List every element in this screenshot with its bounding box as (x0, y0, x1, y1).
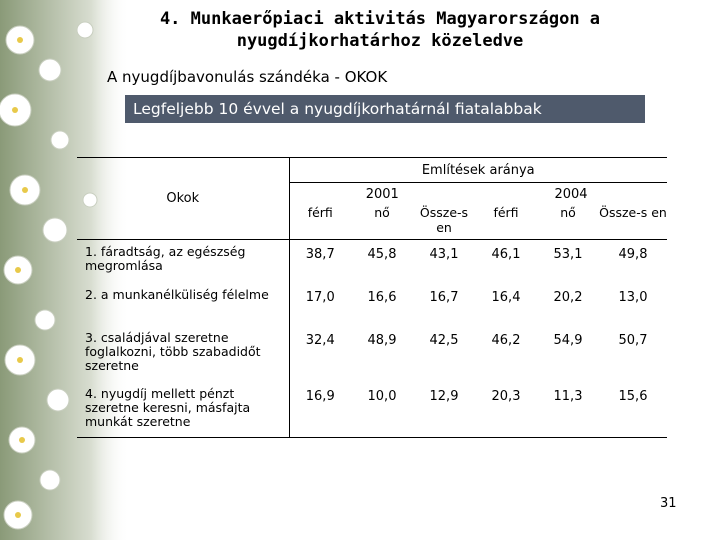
table-cell: 15,6 (599, 382, 667, 438)
year-header-2004: 2004 (554, 186, 588, 202)
year-header-2001: 2001 (365, 186, 399, 202)
table-cell: 12,9 (413, 382, 475, 438)
table-cell: 50,7 (618, 333, 648, 348)
slide-title-line-1: 4. Munkaerőpiaci aktivitás Magyarországon a (159, 9, 601, 29)
table-cell: 54,9 (553, 333, 583, 348)
table-row (77, 382, 667, 438)
row-text: fáradtság, az egészség megromlása (85, 244, 246, 273)
subheader-ferfi-2001: férfi (289, 205, 351, 240)
table-cell: 38,7 (305, 247, 335, 262)
table-cell: 46,2 (491, 333, 521, 348)
table-cell: 20,3 (475, 382, 537, 438)
row-label (77, 326, 289, 382)
table-cell: 42,5 (429, 333, 459, 348)
table-cell: 16,4 (491, 290, 521, 305)
table-row (77, 283, 667, 326)
table-cell: 16,7 (429, 290, 459, 305)
row-label (77, 382, 289, 438)
banner: Legfeljebb 10 évvel a nyugdíjkorhatárnál fiatalabbak (125, 95, 645, 123)
subheader-no-2004: nő (537, 205, 599, 240)
row-text: nyugdíj mellett pénzt szeretne keresni, másfajta munkát szeretne (85, 386, 251, 429)
page-number: 31 (660, 496, 677, 511)
table-cell: 16,9 (289, 382, 351, 438)
table-row (77, 326, 667, 382)
table-row (77, 240, 667, 284)
table-cell: 49,8 (618, 247, 648, 262)
row-number: 1. (85, 244, 97, 259)
reasons-table (77, 157, 667, 438)
subheader-osszesen-2004: Össze-s en (599, 205, 667, 240)
subheader-no-2001: nő (351, 205, 413, 240)
column-header-okok: Okok (77, 158, 289, 240)
table-cell: 20,2 (553, 290, 583, 305)
row-number: 3. (85, 330, 97, 345)
table-cell: 53,1 (553, 247, 583, 262)
table-cell: 43,1 (429, 247, 459, 262)
row-text: a munkanélküliség félelme (100, 287, 269, 302)
subheader-ferfi-2004: férfi (475, 205, 537, 240)
row-label (77, 283, 289, 326)
slide-title-line-2: nyugdíjkorhatárhoz közeledve (236, 31, 524, 51)
row-number: 2. (85, 287, 97, 302)
table-cell: 17,0 (305, 290, 335, 305)
subheader-osszesen-2001: Össze-s en (413, 205, 475, 240)
table-cell: 32,4 (305, 333, 335, 348)
table-cell: 48,9 (367, 333, 397, 348)
table-cell: 11,3 (537, 382, 599, 438)
row-number: 4. (85, 386, 97, 401)
row-text: családjával szeretne foglalkozni, több szabadidőt szeretne (85, 330, 261, 373)
table-cell: 10,0 (351, 382, 413, 438)
table-cell: 13,0 (618, 290, 648, 305)
row-label (77, 240, 289, 284)
table-cell: 45,8 (367, 247, 397, 262)
slide-title (100, 8, 660, 52)
table-cell: 16,6 (367, 290, 397, 305)
slide-subtitle: A nyugdíjbavonulás szándéka - OKOK (107, 68, 388, 86)
group-header: Említések aránya (289, 158, 667, 183)
table-cell: 46,1 (491, 247, 521, 262)
